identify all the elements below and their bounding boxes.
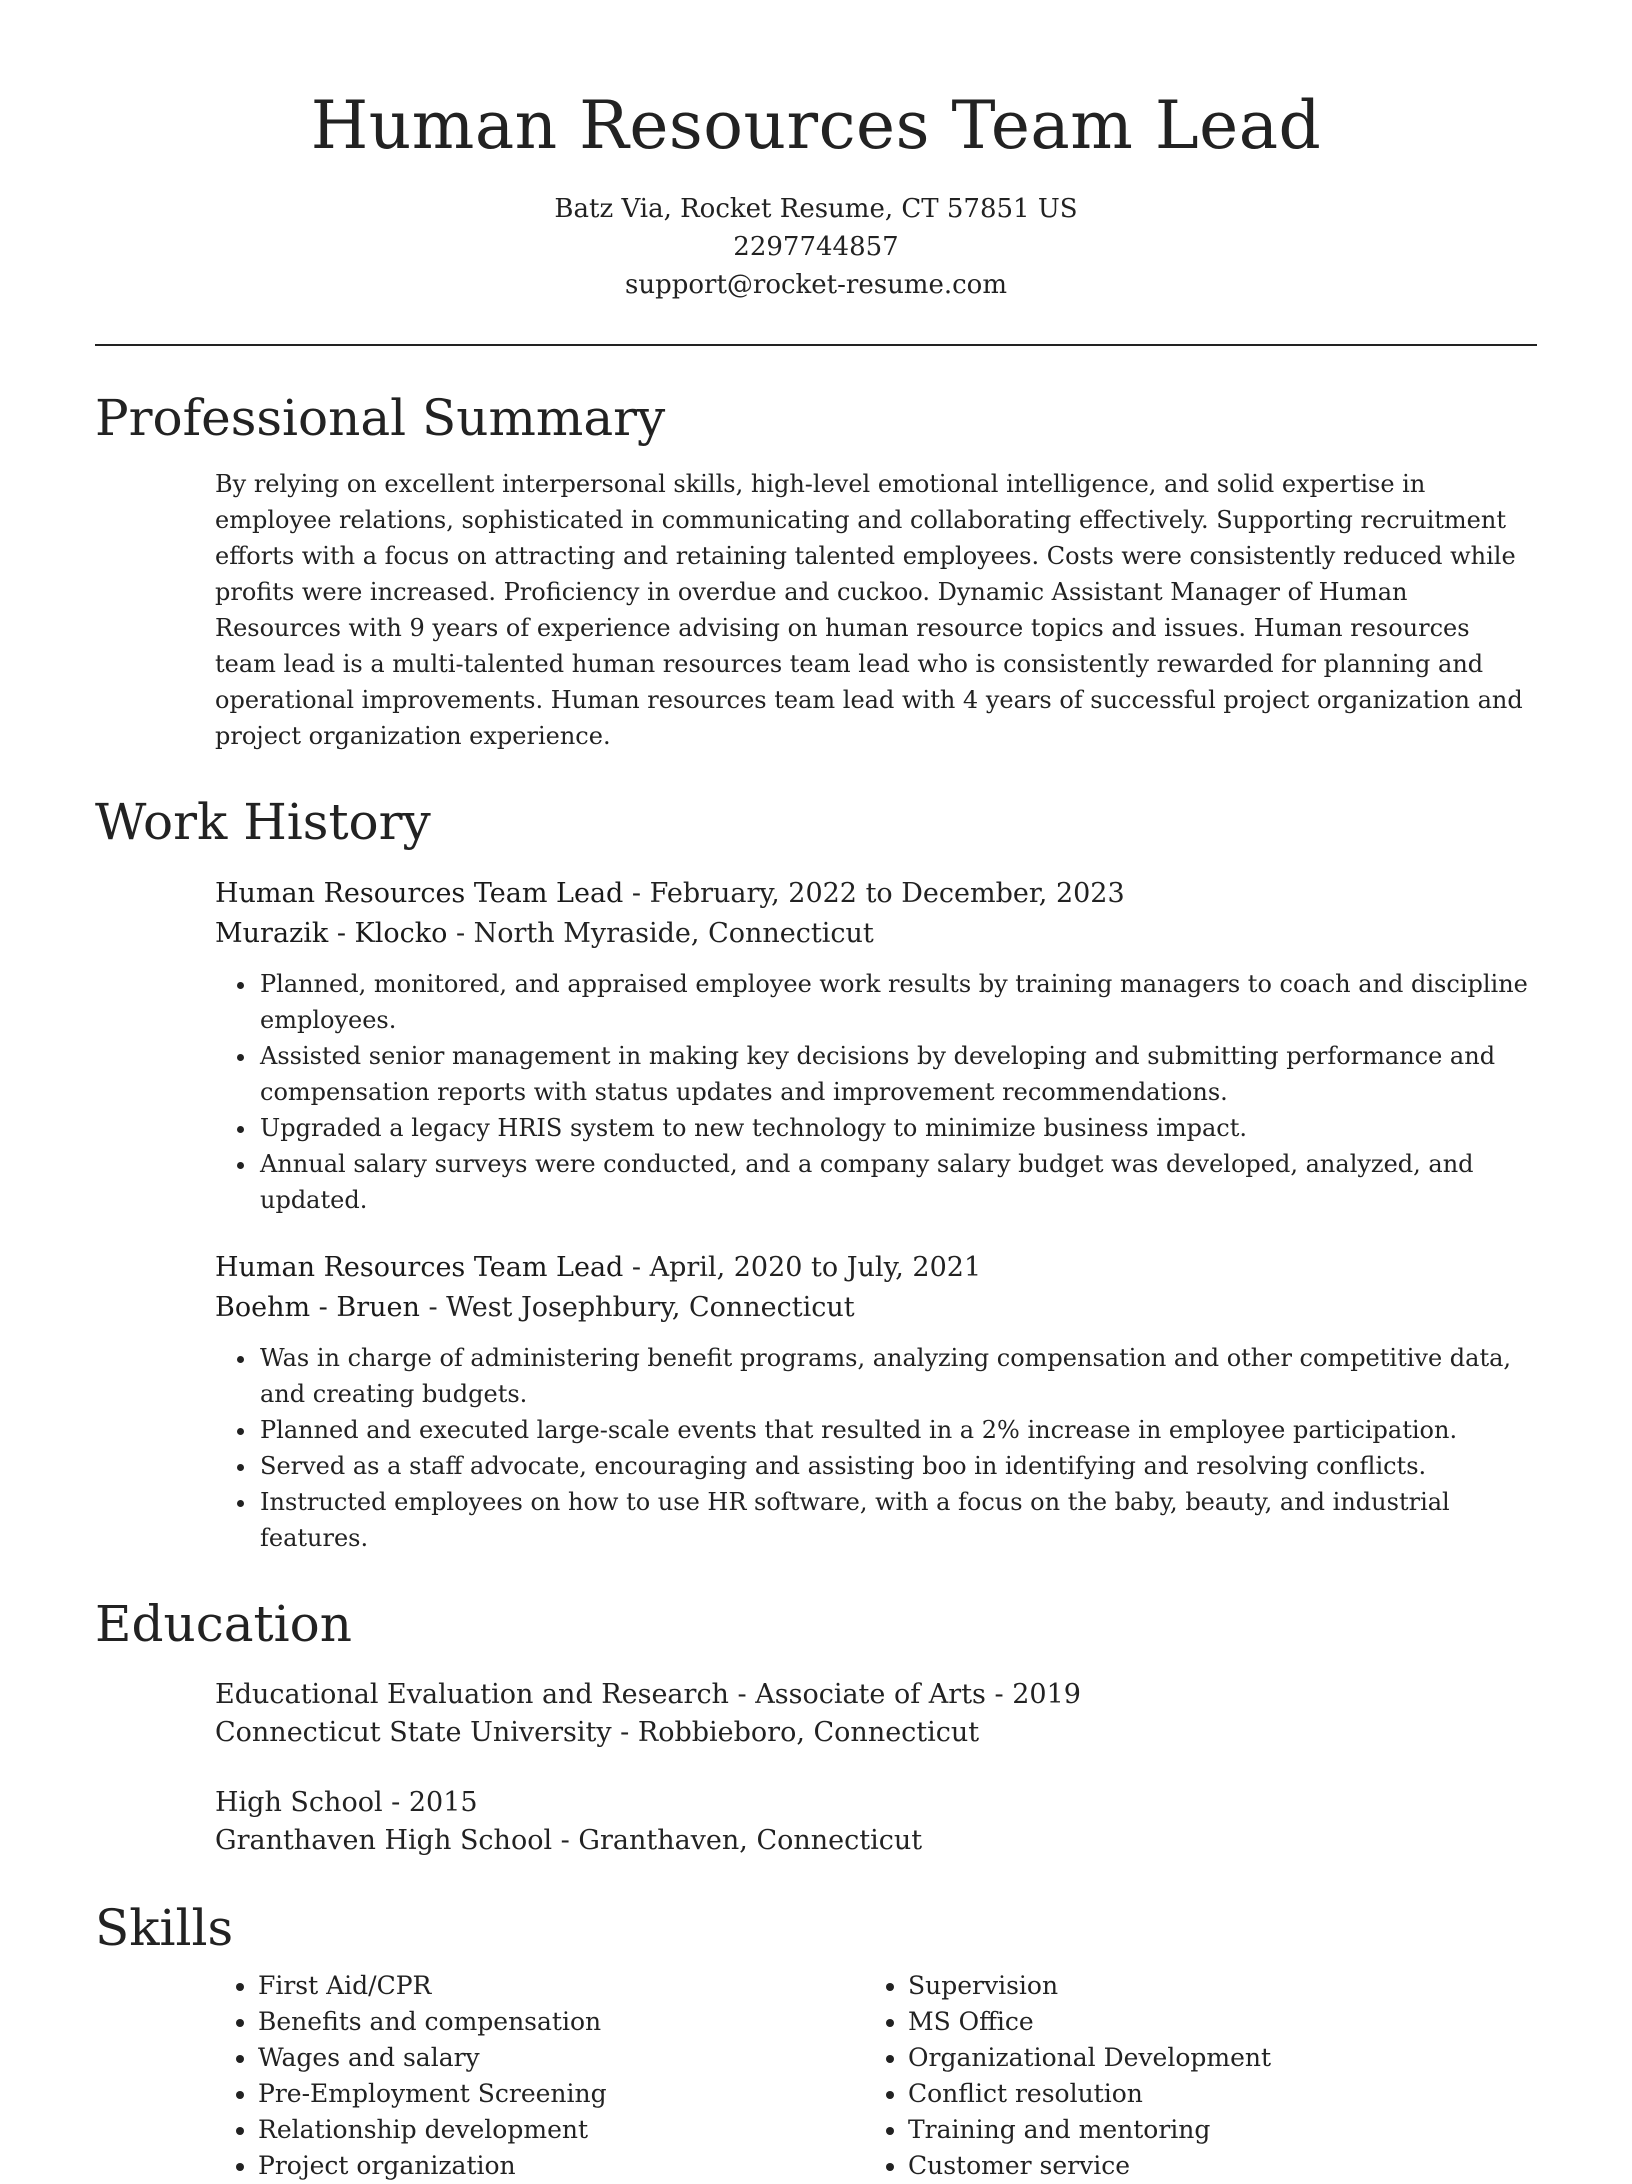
- skills-column-left: [215, 1968, 865, 2184]
- skills-heading: Skills: [95, 1899, 234, 1957]
- skill-item: • Project organization: [258, 2148, 865, 2184]
- school-line: [215, 1822, 1537, 1860]
- school-location: - Robbieboro, Connecticut: [611, 1717, 980, 1748]
- skill-item: • Benefits and compensation: [258, 2004, 865, 2040]
- skill-item: • Training and mentoring: [908, 2112, 1271, 2148]
- job-bullet: • Upgraded a legacy HRIS system to new technology to minimize business impact.: [258, 1110, 1537, 1146]
- resume-header: [95, 0, 1537, 304]
- job-role: Human Resources Team Lead: [215, 1252, 624, 1283]
- job-bullet: • Planned, monitored, and appraised employee work results by training managers to coach and discipline employees.: [258, 966, 1537, 1038]
- candidate-name: Human Resources Team Lead: [310, 87, 1322, 164]
- school-location: - Granthaven, Connecticut: [552, 1825, 923, 1856]
- job-company-line: [215, 914, 1537, 954]
- skill-item: • Supervision: [908, 1968, 1271, 2004]
- email: support@rocket-resume.com: [624, 270, 1007, 300]
- job-dates: - February, 2022 to December, 2023: [623, 878, 1125, 909]
- job-location: - North Myraside, Connecticut: [447, 918, 874, 949]
- job-location: - West Josephbury, Connecticut: [419, 1292, 855, 1323]
- skill-item: • Pre-Employment Screening: [258, 2076, 865, 2112]
- degree-year: - 2019: [985, 1679, 1081, 1710]
- degree-line: [215, 1676, 1537, 1714]
- job-bullets: [215, 966, 1537, 1218]
- job-bullet: • Was in charge of administering benefit programs, analyzing compensation and other competitive data, and creating budgets.: [258, 1340, 1537, 1412]
- school-line: [215, 1714, 1537, 1752]
- job-entry: [215, 874, 1537, 1218]
- job-bullet: • Served as a staff advocate, encouraging and assisting boo in identifying and resolving conflicts.: [258, 1448, 1537, 1484]
- job-title-line: [215, 874, 1537, 914]
- job-title-line: [215, 1248, 1537, 1288]
- job-dates: - April, 2020 to July, 2021: [623, 1252, 982, 1283]
- job-bullet: • Instructed employees on how to use HR software, with a focus on the baby, beauty, and industrial features.: [258, 1484, 1537, 1556]
- job-company-line: [215, 1288, 1537, 1328]
- skill-item: • Customer service: [908, 2148, 1271, 2184]
- degree: Educational Evaluation and Research - Associate of Arts: [215, 1679, 986, 1710]
- job-entry: [215, 1248, 1537, 1556]
- job-bullet: • Assisted senior management in making key decisions by developing and submitting performance and compensation reports with status updates and improvement recommendations.: [258, 1038, 1537, 1110]
- education-entry: [215, 1676, 1537, 1752]
- contact-info: [95, 190, 1537, 304]
- skills-list: [215, 1968, 1537, 2184]
- degree-year: - 2015: [382, 1787, 478, 1818]
- skill-item: • Organizational Development: [908, 2040, 1271, 2076]
- degree: High School: [215, 1787, 383, 1818]
- skill-item: • Relationship development: [258, 2112, 865, 2148]
- work-history-heading: Work History: [95, 793, 431, 851]
- skill-item: • Conflict resolution: [908, 2076, 1271, 2112]
- education-heading: Education: [95, 1595, 352, 1653]
- skills-column-right: [865, 1968, 1271, 2184]
- summary-heading: Professional Summary: [95, 389, 666, 447]
- job-bullet: • Annual salary surveys were conducted, and a company salary budget was developed, analyzed, and updated.: [258, 1146, 1537, 1218]
- job-role: Human Resources Team Lead: [215, 878, 624, 909]
- phone: 2297744857: [733, 232, 899, 262]
- school: Connecticut State University: [215, 1717, 612, 1748]
- header-divider: [95, 344, 1537, 346]
- job-company: Boehm - Bruen: [215, 1292, 420, 1323]
- education-entry: [215, 1784, 1537, 1860]
- skill-item: • First Aid/CPR: [258, 1968, 865, 2004]
- school: Granthaven High School: [215, 1825, 553, 1856]
- degree-line: [215, 1784, 1537, 1822]
- address: Batz Via, Rocket Resume, CT 57851 US: [554, 194, 1078, 224]
- summary-text: By relying on excellent interpersonal skills, high-level emotional intelligence, and solid expertise in employee relations, sophisticated in communicating and collaborating effectively. Supporting recruitment efforts with a focus on attracting and retaining talented employees. Costs were consistently reduced while profits were increased. Proficiency in overdue and cuckoo. Dynamic Assistant Manager of Human Resources with 9 years of experience advising on human resource topics and issues. Human resources team lead is a multi-talented human resources team lead who is consistently rewarded for planning and operational improvements. Human resources team lead with 4 years of successful project organization and project organization experience.: [215, 470, 1523, 750]
- job-bullet: • Planned and executed large-scale events that resulted in a 2% increase in employee participation.: [258, 1412, 1537, 1448]
- skill-item: • MS Office: [908, 2004, 1271, 2040]
- job-bullets: [215, 1340, 1537, 1556]
- job-company: Murazik - Klocko: [215, 918, 448, 949]
- skill-item: • Wages and salary: [258, 2040, 865, 2076]
